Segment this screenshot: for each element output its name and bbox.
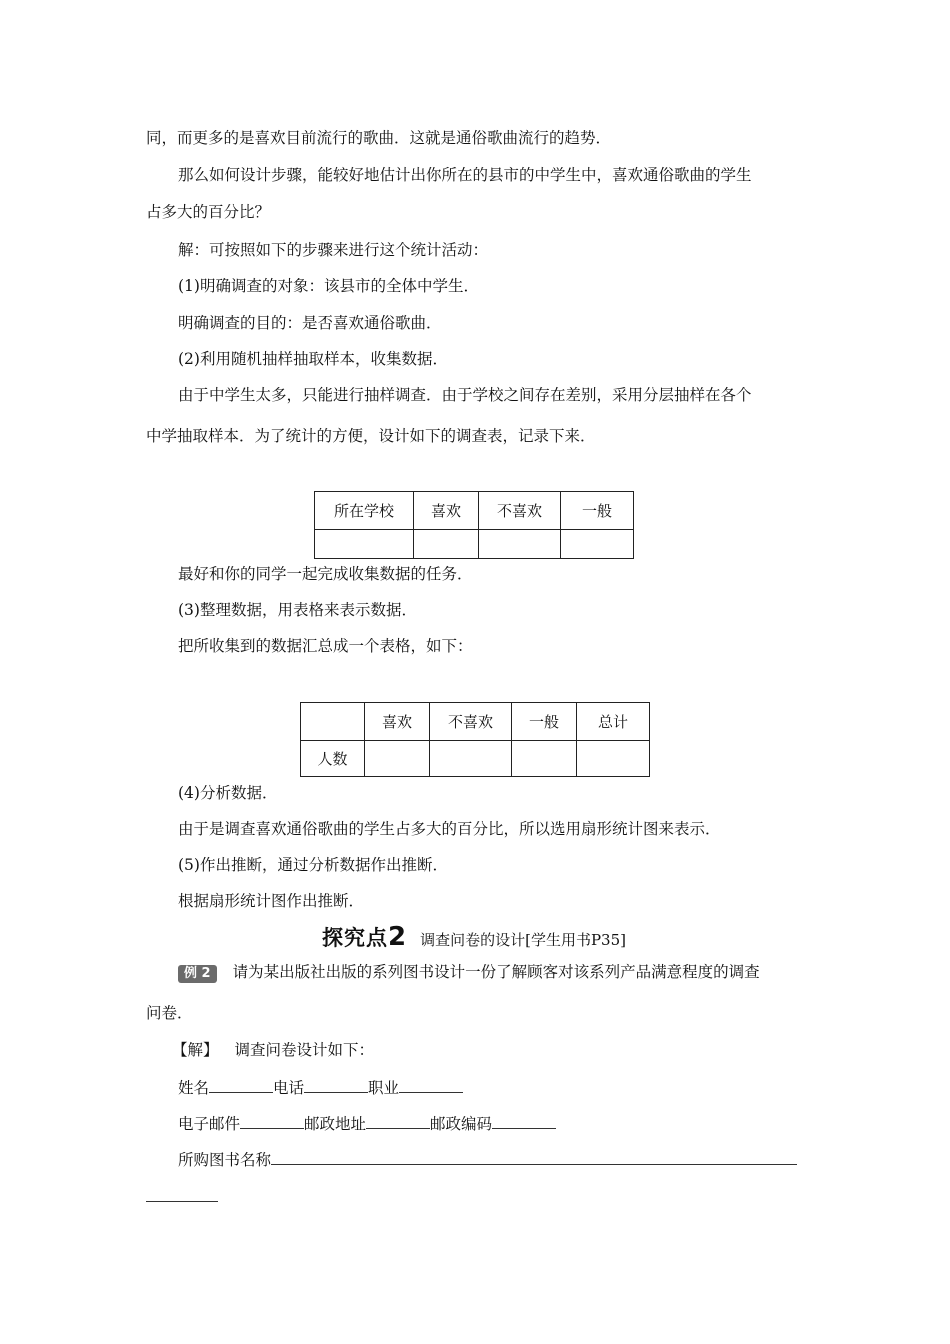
form-postcode-label: 邮政编码 (430, 1115, 493, 1133)
step-4-title: (4)分析数据． (178, 784, 278, 802)
table1-header-dislike: 不喜欢 (479, 492, 561, 530)
table2-header-blank (301, 703, 365, 741)
table1-cell (315, 530, 414, 559)
paragraph-question-line2: 占多大的百分比？ (146, 203, 271, 221)
table1-cell (561, 530, 634, 559)
paragraph-question-line1: 那么如何设计步骤，能较好地估计出你所在的县市的中学生中，喜欢通俗歌曲的学生 (178, 166, 752, 184)
table1-header-like: 喜欢 (414, 492, 479, 530)
form-name-label: 姓名 (178, 1079, 210, 1097)
example-line2: 问卷． (146, 1004, 193, 1022)
table2-header-total: 总计 (577, 703, 650, 741)
step-2-text-line2: 中学抽取样本．为了统计的方便，设计如下的调查表，记录下来． (146, 427, 596, 445)
name-blank (209, 1076, 273, 1093)
section-title: 探究点 (322, 926, 388, 950)
example-text: 请为某出版社出版的系列图书设计一份了解顾客对该系列产品满意程度的调查 (232, 963, 760, 981)
step-1-purpose: 明确调查的目的：是否喜欢通俗歌曲． (178, 314, 442, 332)
step-4-text: 由于是调查喜欢通俗歌曲的学生占多大的百分比，所以选用扇形统计图来表示． (178, 820, 721, 838)
table2-header-like: 喜欢 (365, 703, 430, 741)
table2-cell (512, 741, 577, 777)
step-3-text: 把所收集到的数据汇总成一个表格，如下： (178, 637, 473, 655)
book-blank (271, 1148, 797, 1165)
form-line-address (178, 1112, 556, 1134)
form-job-label: 职业 (368, 1079, 400, 1097)
table2-cell (365, 741, 430, 777)
table2-header-neutral: 一般 (512, 703, 577, 741)
form-address-label: 邮政地址 (304, 1115, 367, 1133)
table2-row-label: 人数 (301, 741, 365, 777)
section-subtitle: 调查问卷的设计[学生用书P35] (420, 931, 626, 949)
answer-tag: 【解】 (172, 1041, 219, 1059)
section-heading (322, 922, 626, 952)
step-5-text: 根据扇形统计图作出推断． (178, 892, 365, 910)
step-2-text-line1: 由于中学生太多，只能进行抽样调查．由于学校之间存在差别，采用分层抽样在各个 (178, 386, 752, 404)
paragraph-solution-intro: 解：可按照如下的步骤来进行这个统计活动： (178, 241, 489, 259)
paragraph-intro-end: 同，而更多的是喜欢目前流行的歌曲．这就是通俗歌曲流行的趋势． (146, 129, 612, 147)
table1-cell (414, 530, 479, 559)
table2-cell (430, 741, 512, 777)
step-1-object: (1)明确调查的对象：该县市的全体中学生． (178, 277, 479, 295)
answer-line (172, 1040, 374, 1060)
table1-header-school: 所在学校 (315, 492, 414, 530)
paragraph-collect-together: 最好和你的同学一起完成收集数据的任务． (178, 565, 473, 583)
section-number: 2 (388, 922, 407, 952)
step-5-title: (5)作出推断，通过分析数据作出推断． (178, 856, 448, 874)
table1-cell (479, 530, 561, 559)
step-2-title: (2)利用随机抽样抽取样本，收集数据． (178, 350, 448, 368)
form-email-label: 电子邮件 (178, 1115, 241, 1133)
phone-blank (304, 1076, 368, 1093)
table2-header-dislike: 不喜欢 (430, 703, 512, 741)
survey-record-table (314, 491, 634, 559)
form-book-label: 所购图书名称 (178, 1151, 272, 1169)
form-line-book (178, 1148, 797, 1170)
table1-header-neutral: 一般 (561, 492, 634, 530)
postcode-blank (492, 1112, 556, 1129)
address-blank (366, 1112, 430, 1129)
table2-cell (577, 741, 650, 777)
form-phone-label: 电话 (273, 1079, 305, 1097)
answer-text: 调查问卷设计如下： (234, 1041, 375, 1059)
form-line-contact (178, 1076, 463, 1098)
example-line1 (178, 962, 760, 983)
summary-table (300, 702, 650, 777)
step-3-title: (3)整理数据，用表格来表示数据． (178, 601, 417, 619)
book-blank-continuation (146, 1201, 218, 1202)
email-blank (240, 1112, 304, 1129)
job-blank (399, 1076, 463, 1093)
example-badge: 例 2 (178, 965, 217, 983)
